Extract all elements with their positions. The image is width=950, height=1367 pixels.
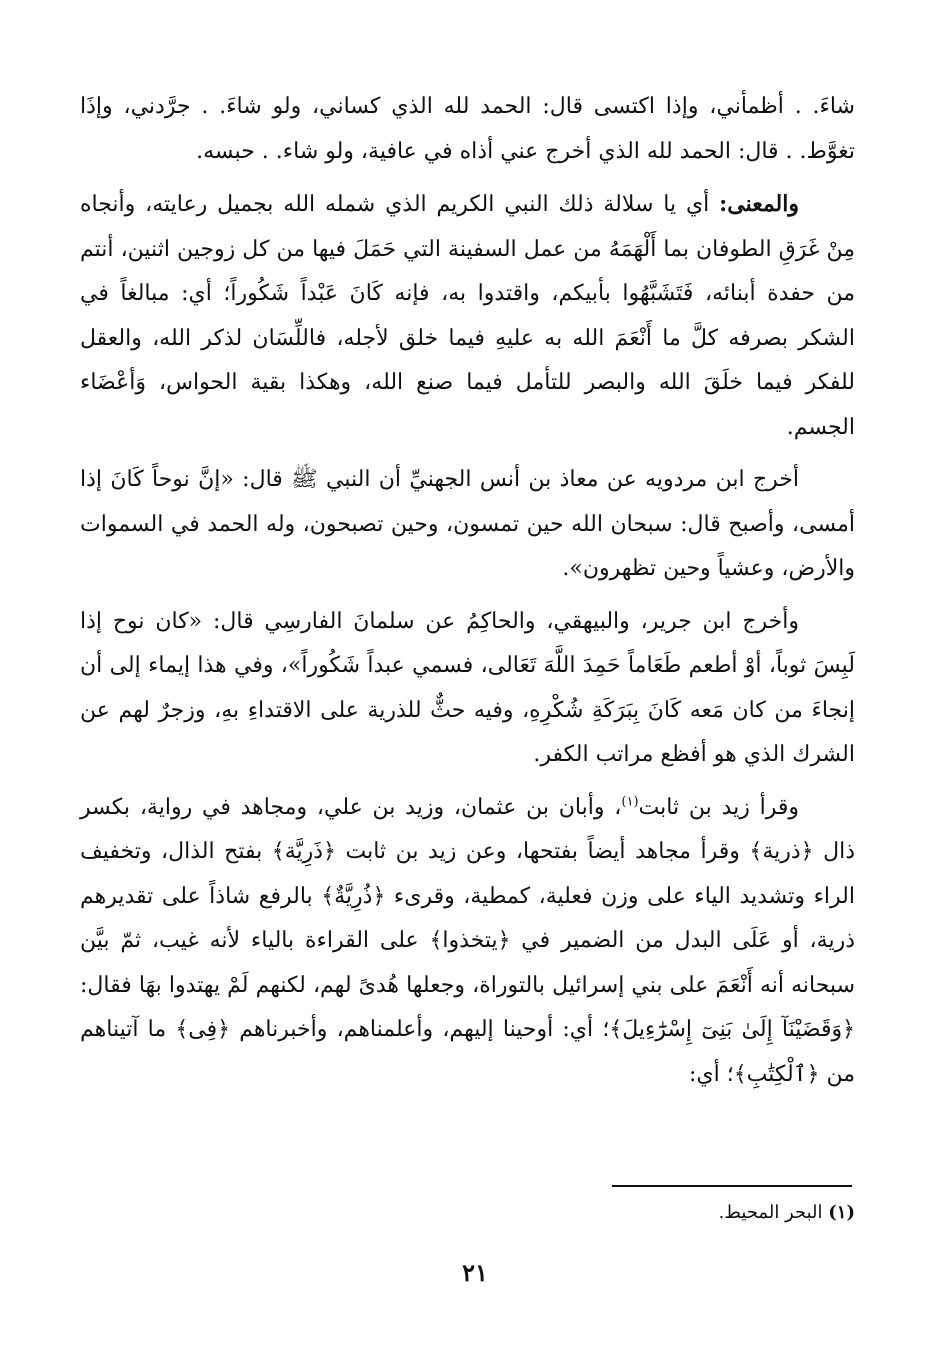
readings-opening: وقرأ زيد بن ثابت	[638, 794, 800, 820]
paragraph-readings	[80, 786, 855, 1098]
meaning-lead: والمعنى:	[719, 191, 799, 217]
paragraph-gap	[80, 778, 855, 786]
footnote-marker: (١)	[828, 1202, 855, 1223]
footnote-divider	[612, 1185, 852, 1187]
paragraph-meaning	[80, 182, 855, 450]
footnote-text: البحر المحيط.	[718, 1202, 823, 1223]
footnote-reference: (١)	[621, 794, 639, 810]
paragraph-gap	[80, 174, 855, 182]
meaning-text: أي يا سلالة ذلك النبي الكريم الذي شمله الله بجميل رعايته، وأنجاه مِنْ غَرَقِ الطوفان بما أَلْهَمَهُ من عمل السفينة التي حَمَلَ فيها من كل زوجين اثنين، أنتم من حفدة أبنائه، فَتَشَبَّهُوا بأبيكم، واقتدوا به، فإنه كَانَ عَبْداً شَكُوراً؛ أي: مبالغاً في الشكر بصرفه كلَّ ما أَنْعَمَ الله به عليهِ فيما خلق لأجله، فاللِّسَان لذكر الله، والعقل للفكر فيما خلَقَ الله والبصر للتأمل فيما صنع الله، وهكذا بقية الحواس، وَأعْضَاء الجسم.	[80, 192, 855, 440]
paragraph-hadith-ibn-mardawayh: أخرج ابن مردويه عن معاذ بن أنس الجهنيِّ أن النبي ﷺ قال: «إنَّ نوحاً كَانَ إذا أمسى، وأصبح قال: سبحان الله حين تمسون، وحين تصبحون، وله الحمد في السموات والأرض، وعشياً وحين تظهرون».	[80, 467, 855, 581]
paragraph-gap	[80, 592, 855, 600]
paragraph-gap	[80, 450, 855, 458]
body-text	[80, 85, 855, 1097]
paragraph-hadith-ibn-jarir: وأخرج ابن جرير، والبيهقي، والحاكِمُ عن سلمانَ الفارسِي قال: «كان نوح إذا لَبِسَ ثوباً، أوْ أطعم طَعَاماً حَمِدَ اللَّهَ تَعَالى، فسمي عبداً شَكُوراً»، وفي هذا إيماء إلى أن إنجاءَ من كان مَعه كَانَ بِبَرَكَةِ شُكْرِهِ، وفيه حثٌّ للذرية على الاقتداءِ بهِ، وزجرٌ لهم عن الشرك الذي هو أفظع مراتب الكفر.	[80, 608, 855, 767]
footnote	[380, 1198, 855, 1228]
page-number: ٢١	[462, 1258, 488, 1287]
readings-text: ، وأبان بن عثمان، وزيد بن علي، ومجاهد في رواية، بكسر ذال ﴿ذرية﴾ وقرأ مجاهد أيضاً بفتحها، وعن زيد بن ثابت ﴿ذَرِيَّة﴾ بفتح الذال، وتخفيف الراء وتشديد الياء على وزن فعلية، كمطية، وقرىء ﴿ذُرِيَّةٌ﴾ بالرفع شاذاً على تقديرهم ذرية، أو عَلَى البدل من الضمير في ﴿يتخذوا﴾ على القراءة بالياء لأنه غيب، ثمّ بيَّن سبحانه أنه أَنْعَمَ على بني إسرائيل بالتوراة، وجعلها هُدىً لهم، لكنهم لَمْ يهتدوا بهَا فقال: ﴿وَقَضَيْنَآ إِلَىٰ بَنِىٓ إِسْرَٰٓءِيلَ﴾؛ أي: أوحينا إليهم، وأعلمناهم، وأخبرناهم ﴿فِى﴾ ما آتيناهم من ﴿ٱلْكِتَٰبِ﴾؛ أي:	[80, 794, 855, 1087]
paragraph-continuation: شاءَ. . أظمأني، وإذا اكتسى قال: الحمد لله الذي كساني، ولو شاءَ. . جرَّدني، وإذَا تغوَّط. . قال: الحمد لله الذي أخرج عني أذاه في عافية، ولو شاء. . حبسه.	[80, 94, 855, 164]
